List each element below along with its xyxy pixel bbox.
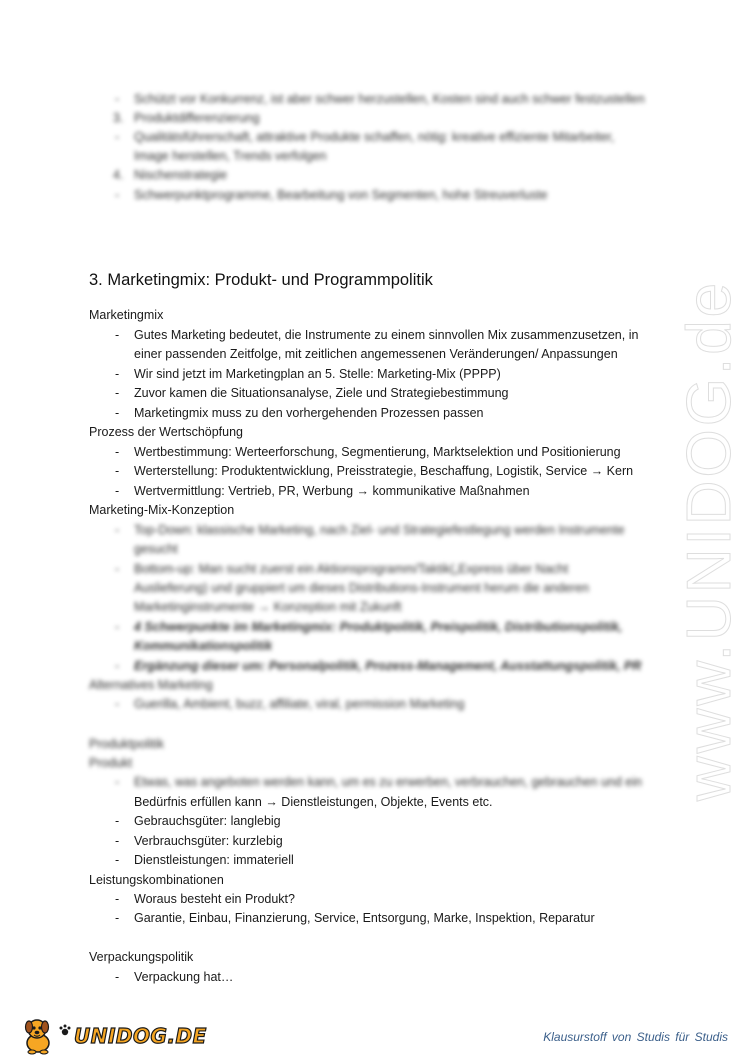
- dash-bullet: -: [115, 386, 120, 400]
- paw-icon: [58, 1023, 72, 1037]
- list-item-continuation: Marketinginstrumente → Konzeption mit Zukunft: [134, 600, 402, 614]
- list-number: 4.: [113, 168, 124, 182]
- list-item: Verbrauchsgüter: kurzlebig: [134, 834, 283, 848]
- dash-bullet: -: [115, 892, 120, 906]
- unidog-logo: [22, 1016, 207, 1056]
- list-item: Schwerpunktprogramme, Bearbeitung von Segmenten, hohe Streuverluste: [134, 188, 548, 202]
- dash-bullet: -: [115, 328, 120, 342]
- list-item: Marketingmix muss zu den vorhergehenden Prozessen passen: [134, 406, 484, 420]
- produkt-subtitle: Produkt: [89, 756, 133, 770]
- list-item-continuation: Bedürfnis erfüllen kann → Dienstleistungen, Objekte, Events etc.: [134, 795, 493, 809]
- dash-bullet: -: [115, 911, 120, 925]
- watermark: [640, 279, 750, 801]
- dash-bullet: -: [115, 620, 120, 634]
- watermark-text: www.UNIDOG.de: [675, 279, 745, 801]
- dog-mascot-icon: [22, 1017, 56, 1055]
- list-number: 3.: [113, 111, 124, 125]
- list-item: Qualitätsführerschaft, attraktive Produkte schaffen, nötig: kreative effiziente Mitarbeiter,: [134, 130, 615, 144]
- footer-tagline: Klausurstoff von Studis für Studis: [543, 1030, 728, 1044]
- list-item-continuation: Kommunikationspolitik: [134, 639, 273, 653]
- list-item: Guerilla, Ambient, buzz, affiliate, viral, permission Marketing: [134, 697, 465, 711]
- list-marker: -: [115, 188, 120, 202]
- dash-bullet: -: [115, 834, 120, 848]
- list-item: Werterstellung: Produktentwicklung, Preisstrategie, Beschaffung, Logistik, Service → Kern: [134, 464, 634, 478]
- konzeption-title: Marketing-Mix-Konzeption: [89, 503, 235, 517]
- dash-bullet: -: [115, 406, 120, 420]
- section-heading: 3. Marketingmix: Produkt- und Programmpolitik: [89, 271, 433, 289]
- list-marker: -: [115, 130, 120, 144]
- list-item: Zuvor kamen die Situationsanalyse, Ziele und Strategiebestimmung: [134, 386, 509, 400]
- list-item: Gutes Marketing bedeutet, die Instrumente zu einem sinnvollen Mix zusammenzusetzen, in: [134, 328, 639, 342]
- dash-bullet: -: [115, 464, 120, 478]
- list-item-continuation: einer passenden Zeitfolge, mit zeitlichen angemessenen Veränderungen/ Anpassungen: [134, 347, 618, 361]
- list-item-continuation: Auslieferung) und gruppiert um dieses Distributions-Instrument herum die anderen: [134, 581, 590, 595]
- marketingmix-title: Marketingmix: [89, 308, 164, 322]
- list-marker: -: [115, 92, 120, 106]
- list-item: Wir sind jetzt im Marketingplan an 5. Stelle: Marketing-Mix (PPPP): [134, 367, 501, 381]
- dash-bullet: -: [115, 970, 120, 984]
- list-item: Bottom-up: Man sucht zuerst ein Aktionsprogramm/Taktik(„Express über Nacht: [134, 562, 569, 576]
- verpackung-title: Verpackungspolitik: [89, 950, 194, 964]
- list-item: Nischenstrategie: [134, 168, 228, 182]
- dash-bullet: -: [115, 445, 120, 459]
- list-item: Wertvermittlung: Vertrieb, PR, Werbung → kommunikative Maßnahmen: [134, 484, 530, 498]
- leistungskombinationen-title: Leistungskombinationen: [89, 873, 224, 887]
- list-item: Ergänzung dieser um: Personalpolitik, Prozess-Management, Ausstattungspolitik, PR: [134, 659, 642, 673]
- list-item: Woraus besteht ein Produkt?: [134, 892, 295, 906]
- produktpolitik-title: Produktpolitik: [89, 737, 165, 751]
- dash-bullet: -: [115, 367, 120, 381]
- list-item: Garantie, Einbau, Finanzierung, Service, Entsorgung, Marke, Inspektion, Reparatur: [134, 911, 595, 925]
- dash-bullet: -: [115, 853, 120, 867]
- dash-bullet: -: [115, 523, 120, 537]
- alternatives-title: Alternatives Marketing: [89, 678, 213, 692]
- wertschoepfung-title: Prozess der Wertschöpfung: [89, 425, 244, 439]
- logo-text: UNIDOG.DE: [74, 1024, 207, 1048]
- list-item: Verpackung hat…: [134, 970, 234, 984]
- list-item: Dienstleistungen: immateriell: [134, 853, 294, 867]
- list-item: Etwas, was angeboten werden kann, um es zu erwerben, verbrauchen, gebrauchen und ein: [134, 775, 642, 789]
- dash-bullet: -: [115, 562, 120, 576]
- list-item: Top-Down: klassische Marketing, nach Ziel- und Strategiefestlegung werden Instrumente: [134, 523, 625, 537]
- dash-bullet: -: [115, 659, 120, 673]
- list-item: 4 Schwerpunkte im Marketingmix: Produktpolitik, Preispolitik, Distributionspolitik,: [134, 620, 623, 634]
- dash-bullet: -: [115, 775, 120, 789]
- list-item: Schützt vor Konkurrenz, ist aber schwer herzustellen, Kosten sind auch schwer festzustellen: [134, 92, 645, 106]
- list-item: Wertbestimmung: Werteerforschung, Segmentierung, Marktselektion und Positionierung: [134, 445, 621, 459]
- list-item-continuation: Image herstellen, Trends verfolgen: [134, 149, 327, 163]
- dash-bullet: -: [115, 484, 120, 498]
- list-item: Gebrauchsgüter: langlebig: [134, 814, 281, 828]
- list-item: Produktdifferenzierung: [134, 111, 260, 125]
- list-item-continuation: gesucht: [134, 542, 178, 556]
- dash-bullet: -: [115, 697, 120, 711]
- dash-bullet: -: [115, 814, 120, 828]
